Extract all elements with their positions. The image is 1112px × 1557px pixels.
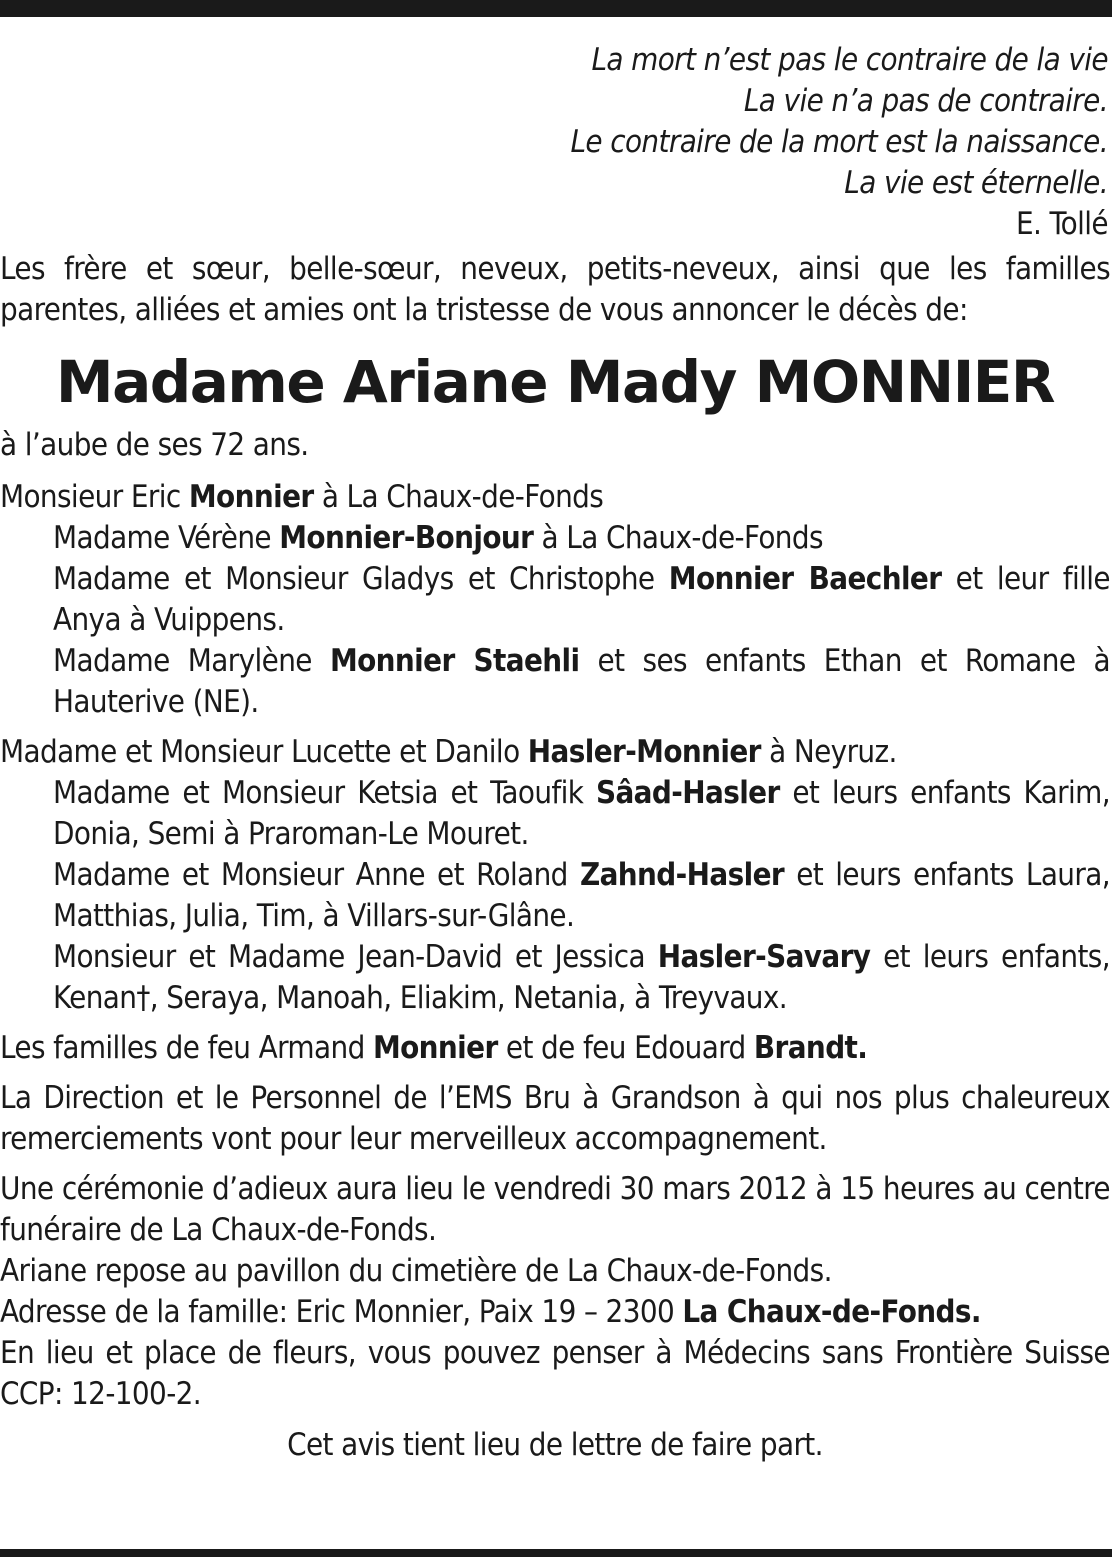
deceased-name: Madame Ariane Mady MONNIER: [55, 348, 1055, 416]
quote-line-1: La mort n’est pas le contraire de la vie: [591, 42, 1108, 78]
family-member: Madame et Monsieur Ketsia et Taoufik Sâad-Hasler et leurs enfants Karim, Donia, Semi à Praroman-Le Mouret.: [53, 775, 1110, 852]
family-group-monnier: [0, 477, 1110, 723]
quote-author: E. Tollé: [1015, 206, 1108, 242]
epigraph-quote: [0, 40, 1110, 245]
family-head: Madame et Monsieur Lucette et Danilo Hasler-Monnier à Neyruz.: [0, 734, 897, 770]
intro-text: Les frère et sœur, belle-sœur, neveux, petits-neveux, ainsi que les familles parentes, alliées et amies ont la tristesse de vous annoncer le décès de:: [0, 251, 1110, 328]
families-line: Les familles de feu Armand Monnier et de feu Edouard Brandt.: [0, 1030, 868, 1066]
ceremony-info: [0, 1169, 1110, 1415]
quote-line-3: Le contraire de la mort est la naissance.: [570, 124, 1108, 160]
quote-line-2: La vie n’a pas de contraire.: [743, 83, 1108, 119]
family-address: Adresse de la famille: Eric Monnier, Paix 19 – 2300 La Chaux-de-Fonds.: [0, 1294, 981, 1330]
bottom-rule: [0, 1549, 1112, 1557]
quote-line-4: La vie est éternelle.: [844, 165, 1108, 201]
family-member: Madame Marylène Monnier Staehli et ses enfants Ethan et Romane à Hauterive (NE).: [53, 643, 1110, 720]
family-group-hasler: [0, 732, 1110, 1019]
family-member: Madame Vérène Monnier-Bonjour à La Chaux-de-Fonds: [53, 520, 823, 556]
repose-text: Ariane repose au pavillon du cimetière de La Chaux-de-Fonds.: [0, 1253, 832, 1289]
family-head: Monsieur Eric Monnier à La Chaux-de-Fonds: [0, 479, 604, 515]
obituary-notice: [0, 40, 1110, 1466]
family-member: Monsieur et Madame Jean-David et Jessica Hasler-Savary et leurs enfants, Kenan†, Seraya, Manoah, Eliakim, Netania, à Treyvaux.: [53, 939, 1110, 1016]
family-member: Madame et Monsieur Gladys et Christophe Monnier Baechler et leur fille Anya à Vuippens.: [53, 561, 1110, 638]
thanks-text: La Direction et le Personnel de l’EMS Bru à Grandson à qui nos plus chaleureux remerciements vont pour leur merveilleux accompagnement.: [0, 1080, 1110, 1157]
donation-text: En lieu et place de fleurs, vous pouvez penser à Médecins sans Frontière Suisse CCP: 12-100-2.: [0, 1335, 1110, 1412]
closing-note: Cet avis tient lieu de lettre de faire part.: [287, 1427, 823, 1463]
age-text: à l’aube de ses 72 ans.: [0, 427, 309, 463]
ceremony-text: Une cérémonie d’adieux aura lieu le vendredi 30 mars 2012 à 15 heures au centre funéraire de La Chaux-de-Fonds.: [0, 1171, 1110, 1248]
family-member: Madame et Monsieur Anne et Roland Zahnd-Hasler et leurs enfants Laura, Matthias, Julia, Tim, à Villars-sur-Glâne.: [53, 857, 1110, 934]
top-rule: [0, 0, 1112, 17]
